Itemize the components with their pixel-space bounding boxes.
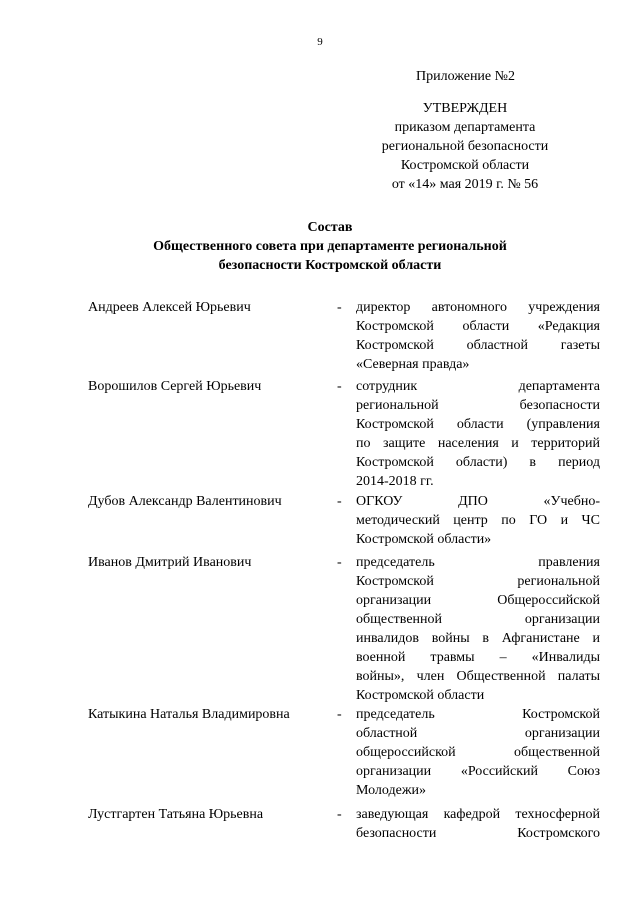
member-dash: -: [337, 555, 342, 570]
description-line: организации Общероссийской: [356, 593, 600, 608]
description-line: Костромской области (управления: [356, 417, 600, 432]
member-name: Лустгартен Татьяна Юрьевна: [88, 807, 264, 822]
member-dash: -: [337, 707, 342, 722]
description-line: Костромской области»: [356, 532, 492, 547]
title-line: безопасности Костромской области: [218, 258, 442, 273]
description-line: региональной безопасности: [356, 398, 600, 413]
description-line: председатель правления: [356, 555, 600, 570]
approval-line: УТВЕРЖДЕН: [422, 101, 508, 116]
member-dash: -: [337, 494, 342, 509]
description-line: Костромской областной газеты: [356, 338, 600, 353]
member-name: Андреев Алексей Юрьевич: [88, 300, 251, 315]
description-line: инвалидов войны в Афганистане и: [356, 631, 600, 646]
description-line: Молодежи»: [356, 783, 426, 798]
approval-block: [360, 99, 570, 194]
member-dash: -: [337, 807, 342, 822]
description-line: общероссийской общественной: [356, 745, 600, 760]
document-title: [80, 218, 580, 275]
description-line: Костромской области «Редакция: [356, 319, 600, 334]
description-line: по защите населения и территорий: [356, 436, 600, 451]
description-line: «Северная правда»: [356, 357, 470, 372]
description-line: Костромской региональной: [356, 574, 600, 589]
description-line: председатель Костромской: [356, 707, 600, 722]
member-name: Ворошилов Сергей Юрьевич: [88, 379, 262, 394]
description-line: 2014-2018 гг.: [356, 474, 434, 489]
member-dash: -: [337, 300, 342, 315]
description-line: методический центр по ГО и ЧС: [356, 513, 600, 528]
description-line: безопасности Костромского: [356, 826, 600, 841]
description-line: общественной организации: [356, 612, 600, 627]
description-line: Костромской области) в период: [356, 455, 600, 470]
description-line: заведующая кафедрой техносферной: [356, 807, 600, 822]
approval-line: приказом департамента: [394, 120, 536, 135]
approval-line: региональной безопасности: [381, 139, 549, 154]
approval-line: от «14» мая 2019 г. № 56: [391, 177, 539, 192]
member-description: [356, 553, 600, 705]
member-description: [356, 492, 600, 549]
description-line: Костромской области: [356, 688, 485, 703]
approval-line: Костромской области: [400, 158, 530, 173]
member-name: Иванов Дмитрий Иванович: [88, 555, 252, 570]
member-name: Дубов Александр Валентинович: [88, 494, 282, 509]
title-line: Состав: [307, 220, 353, 235]
description-line: директор автономного учреждения: [356, 300, 600, 315]
description-line: войны», член Общественной палаты: [356, 669, 600, 684]
description-line: организации «Российский Союз: [356, 764, 600, 779]
member-name: Катыкина Наталья Владимировна: [88, 707, 290, 722]
member-description: [356, 805, 600, 843]
appendix-label: Приложение №2: [416, 69, 515, 84]
page-number: 9: [317, 36, 323, 48]
member-description: [356, 705, 600, 800]
description-line: военной травмы – «Инвалиды: [356, 650, 600, 665]
member-dash: -: [337, 379, 342, 394]
description-line: сотрудник департамента: [356, 379, 600, 394]
member-description: [356, 298, 600, 374]
description-line: областной организации: [356, 726, 600, 741]
title-line: Общественного совета при департаменте региональной: [153, 239, 507, 254]
description-line: ОГКОУ ДПО «Учебно-: [356, 494, 600, 509]
member-description: [356, 377, 600, 491]
